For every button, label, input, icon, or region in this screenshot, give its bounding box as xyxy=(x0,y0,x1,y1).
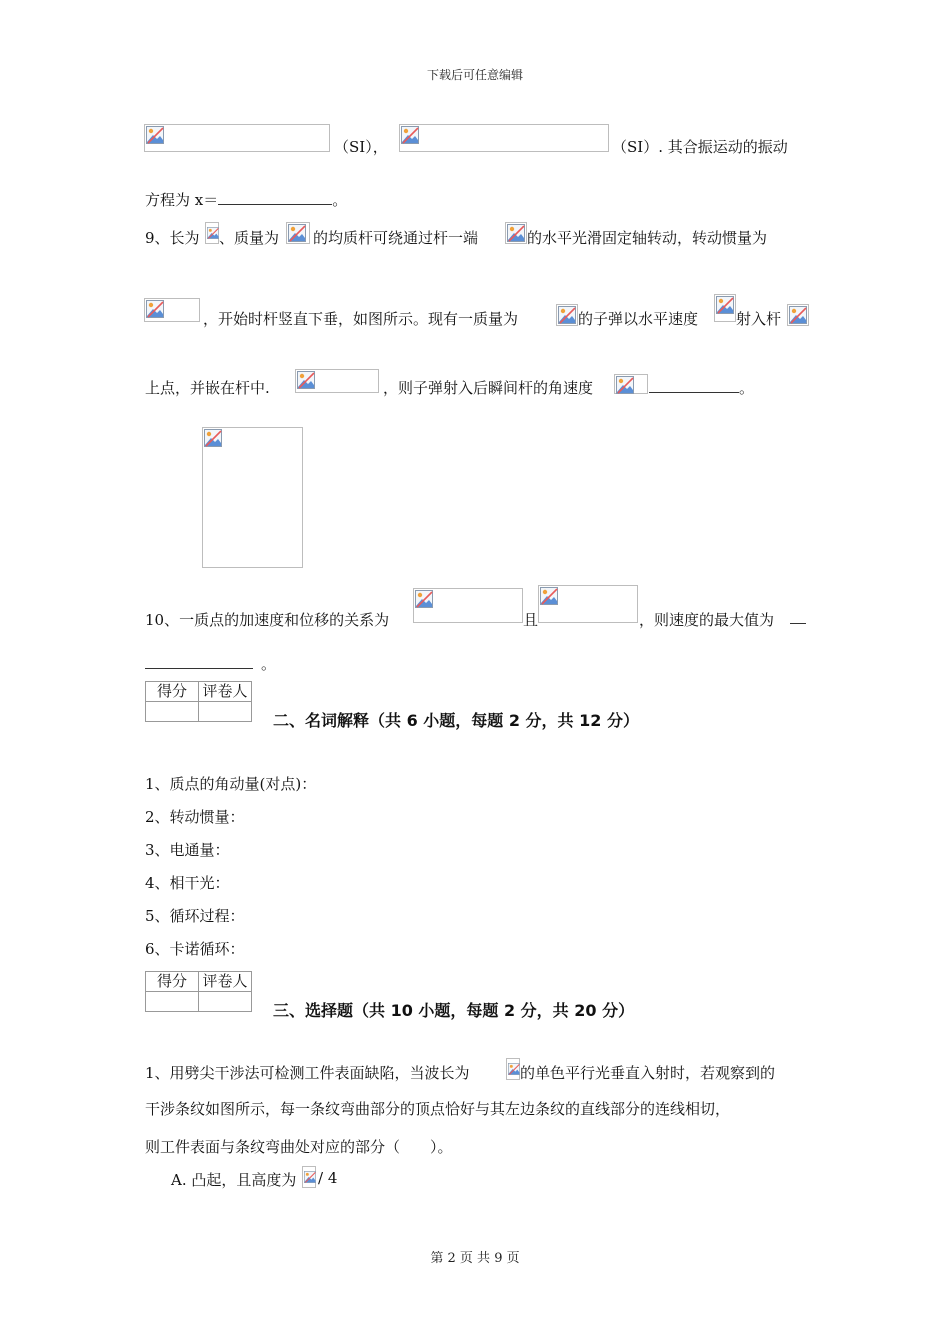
page-footer: 第 2 页 共 9 页 xyxy=(430,1251,520,1266)
q9-text-8: 上点，并嵌在杆中. xyxy=(145,379,270,397)
q9-text-2: 、质量为 xyxy=(219,229,280,247)
score-cell xyxy=(146,992,199,1012)
q9-answer xyxy=(649,377,754,398)
grader-cell xyxy=(199,702,252,722)
q9-text-3: 的均质杆可绕通过杆一端 xyxy=(313,229,479,247)
q10-text-2: 且 xyxy=(523,611,539,629)
formula-image-lambda-a xyxy=(302,1166,316,1188)
q10-answer-line-2 xyxy=(145,653,276,674)
q10-text-1: 10、一质点的加速度和位移的关系为 xyxy=(145,611,390,629)
s3-q1-line-2: 干涉条纹如图所示，每一条纹弯曲部分的顶点恰好与其左边条纹的直线部分的连线相切， xyxy=(145,1100,731,1118)
q8-si-1: （SI）， xyxy=(334,138,388,156)
s3-q1-line-1b: 的单色平行光垂直入射时，若观察到的 xyxy=(520,1064,776,1082)
section-title: 二、名词解释（共 6 小题，每题 2 分，共 12 分） xyxy=(273,711,639,730)
broken-image-icon xyxy=(507,224,525,242)
list-item: 1、质点的角动量(对点)： xyxy=(145,775,317,793)
broken-image-icon xyxy=(508,1060,520,1078)
q8-si-2: （SI）. 其合振运动的振动 xyxy=(612,138,788,156)
formula-image-accel xyxy=(413,588,523,623)
formula-image-omega xyxy=(614,374,648,394)
grader-header: 评卷人 xyxy=(199,972,252,992)
q9-text-5: ，开始时杆竖直下垂，如图所示。现有一质量为 xyxy=(203,310,519,328)
formula-image-O xyxy=(505,222,527,244)
option-a-suffix: / 4 xyxy=(318,1169,338,1187)
formula-image-OA xyxy=(295,369,379,393)
broken-image-icon xyxy=(540,587,558,605)
broken-image-icon xyxy=(401,126,419,144)
formula-image-v0 xyxy=(714,294,736,322)
formula-image-l xyxy=(205,222,219,244)
formula-image-m xyxy=(556,304,578,326)
list-item: 6、卡诺循环： xyxy=(145,940,245,958)
answer-blank xyxy=(145,654,253,669)
score-table xyxy=(145,971,252,1012)
q9-text-7: 射入杆 xyxy=(736,310,782,328)
grader-cell xyxy=(199,992,252,1012)
broken-image-icon xyxy=(304,1168,316,1186)
formula-image-initial xyxy=(538,585,638,623)
score-header: 得分 xyxy=(146,972,199,992)
broken-image-icon xyxy=(558,306,576,324)
broken-image-icon xyxy=(204,429,222,447)
list-item: 4、相干光： xyxy=(145,874,230,892)
s3-q1-line-3: 则工件表面与条纹弯曲处对应的部分（ ）。 xyxy=(145,1138,453,1156)
formula-image-A xyxy=(787,304,809,326)
score-table xyxy=(145,681,252,722)
q9-text-1: 9、长为 xyxy=(145,229,200,247)
grader-header: 评卷人 xyxy=(199,682,252,702)
q9-text-4: 的水平光滑固定轴转动，转动惯量为 xyxy=(527,229,768,247)
page-header: 下载后可任意编辑 xyxy=(426,68,523,82)
q9-text-9: ，则子弹射入后瞬间杆的角速度 xyxy=(383,379,594,397)
broken-image-icon xyxy=(146,126,164,144)
list-item: 2、转动惯量： xyxy=(145,808,245,826)
list-item: 3、电通量： xyxy=(145,841,230,859)
answer-blank xyxy=(218,190,332,205)
broken-image-icon xyxy=(207,224,219,242)
q9-text-6: 的子弹以水平速度 xyxy=(578,310,699,328)
broken-image-icon xyxy=(288,224,306,242)
q8-equation-label: 方程为 x＝ xyxy=(145,191,219,209)
option-a-text: A. 凸起，且高度为 xyxy=(171,1171,297,1189)
score-header: 得分 xyxy=(146,682,199,702)
score-cell xyxy=(146,702,199,722)
q10-text-3: ，则速度的最大值为 xyxy=(639,611,775,629)
answer-blank xyxy=(649,378,739,393)
broken-image-icon xyxy=(415,590,433,608)
formula-image-x2 xyxy=(399,124,609,152)
rod-figure-image xyxy=(202,427,303,568)
broken-image-icon xyxy=(297,371,315,389)
q8-line-end: 。 xyxy=(332,191,348,209)
broken-image-icon xyxy=(789,306,807,324)
q10-line-end: 。 xyxy=(261,655,277,673)
s3-q1-line-1a: 1、用劈尖干涉法可检测工件表面缺陷，当波长为 xyxy=(145,1064,470,1082)
formula-image-lambda xyxy=(506,1058,520,1080)
formula-image-M xyxy=(286,222,310,244)
q10-answer-line-1 xyxy=(790,609,806,628)
answer-blank xyxy=(790,609,806,624)
section-title: 三、选择题（共 10 小题，每题 2 分，共 20 分） xyxy=(273,1001,635,1020)
formula-image-inertia xyxy=(144,298,200,322)
formula-image-x1 xyxy=(144,124,330,152)
broken-image-icon xyxy=(616,376,634,394)
broken-image-icon xyxy=(716,296,734,314)
q8-line-2 xyxy=(145,189,347,211)
broken-image-icon xyxy=(146,300,164,318)
list-item: 5、循环过程： xyxy=(145,907,245,925)
q9-line-end: 。 xyxy=(739,379,755,397)
